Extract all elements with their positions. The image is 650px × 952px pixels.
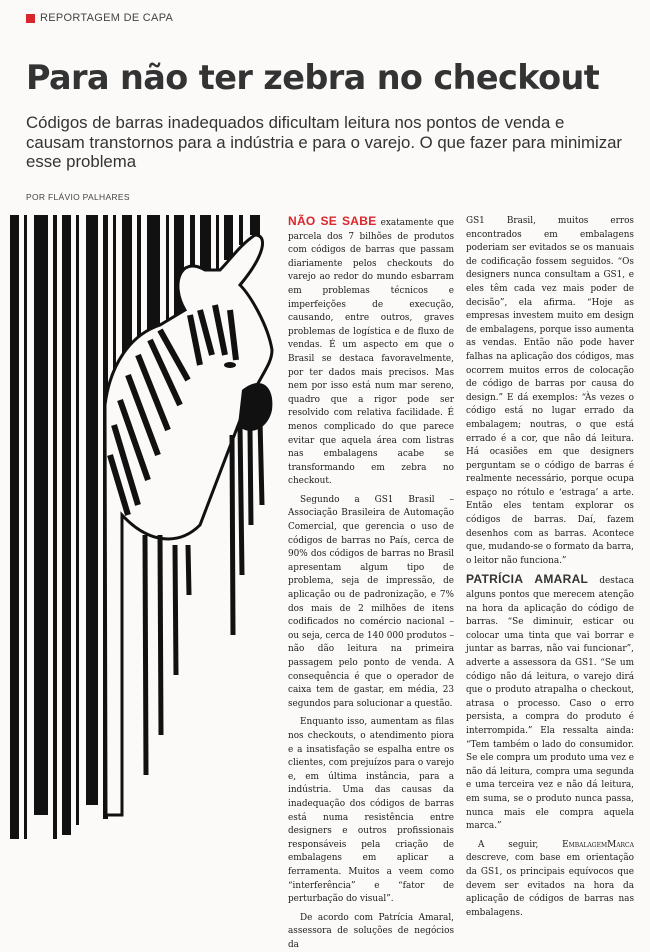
lead-in: NÃO SE SABE	[288, 214, 377, 228]
paragraph-text: exatamente que parcela dos 7 bilhões de produtos com códigos de barras que passam diariamente pelos checkouts do varejo ao redor do mundo esbarram em problemas técnicos e imperfeições de execução, causando, entre outros, graves problemas de logística e de fluxo de vendas. É um aspecto em que o Brasil se destaca favoravelmente, por ter dados mais precisos. Mas nem por isso está num mar sereno, quadro que a rigor pode ser resolvido com relativa facilidade. É menos complicado do que parece evitar que aquela área com listras nas embalagens acabe se transformando em zebra no checkout.	[288, 218, 455, 487]
paragraph	[288, 215, 454, 489]
paragraph-text: destaca alguns pontos que merecem atenção na hora da aplicação do código de barras. “Se diminuir, esticar ou colocar uma tinta que vai borrar e juntar as barras, não vai funcionar”, adverte a assessora da GS1. “Se um código não dá leitura, o varejo dirá que o produto atrapalha o checkout, atrasa o processo. Caso o erro persista, a compra do produto é interrompida.” Ela ressalta ainda: “Tem também o lado do consumidor. Se ele compra um produto uma vez e não dá leitura, compra uma segunda e uma terceira vez e não dá leitura, em suma, se o produto nunca passa, nunca mais ele compra aquela marca.”	[466, 576, 634, 832]
section-label: REPORTAGEM DE CAPA	[40, 12, 174, 24]
article-column-right	[466, 215, 634, 920]
lead-in: PATRÍCIA AMARAL	[466, 572, 589, 587]
section-tag	[26, 12, 173, 24]
brand-name: EmbalagemMarca	[562, 839, 634, 850]
article-title: Para não ter zebra no checkout	[26, 58, 600, 97]
article-column-middle	[288, 215, 454, 952]
paragraph: Enquanto isso, aumentam as filas nos checkouts, o atendimento piora e a insatisfação se espalha entre os clientes, com prejuízos para o varejo e, em última instância, para a indústria. Uma das causas da inadequação dos códigos de barras está numa resistência entre designers e outros profissionais responsáveis pela criação de embalagens em aplicar a ferramenta. Muitos a veem como “interferência” e “fator de perturbação do visual”.	[288, 717, 454, 905]
section-marker	[26, 14, 35, 23]
paragraph: De acordo com Patrícia Amaral, assessora de soluções de negócios da	[288, 912, 454, 950]
zebra-barcode-illustration	[10, 215, 285, 839]
paragraph	[466, 573, 634, 833]
paragraph: Segundo a GS1 Brasil – Associação Brasileira de Automação Comercial, que gerencia o uso de códigos de barras no País, cerca de 90% dos códigos de barras no Brasil apresentam algum tipo de problema, seja de impressão, de aplicação ou de padronização, e 7% dos mais de 2 milhões de itens codificados no comércio nacional – ou seja, cerca de 140 000 produtos – não dão leitura na primeira passagem pelo ponto de venda. A consequência é que o operador de caixa tem de gastar, em média, 23 segundos para solucionar a questão.	[288, 494, 454, 709]
article-byline: POR FLÁVIO PALHARES	[26, 192, 130, 202]
paragraph-text: descreve, com base em orientação da GS1, os principais equívocos que devem ser evitados na hora da aplicação de códigos de barras nas embalagens.	[466, 853, 634, 918]
paragraph-text: A seguir,	[478, 839, 563, 850]
article-deck: Códigos de barras inadequados dificultam leitura nos pontos de venda e causam transtornos para a indústria e para o varejo. O que fazer para minimizar esse problema	[26, 113, 623, 171]
paragraph	[466, 839, 634, 921]
paragraph: GS1 Brasil, muitos erros encontrados em embalagens poderiam ser evitados se os manuais de codificação fossem seguidos. “Os designers nunca consultam a GS1, e eles têm cada vez mais poder de decisão”, ela afirma. “Hoje as empresas investem muito em design de embalagens, porque isso aumenta as vendas. Então não pode haver falhas na aplicação dos códigos, mas ocorrem muitos erros de colocação de código de barras por causa do design.” E dá exemplos: “Às vezes o código está no lugar errado da embalagem; noutras, o que está errado é a cor, que não dá leitura. Há ocasiões em que designers perguntam se o código de barras é realmente necessário, porque ocupa espaço no rótulo e ‘estraga’ a arte. Então eles tentam explorar os códigos de barras. Daí, fazem desenhos com as barras. Acontece que, mudando-se o formato da barra, o leitor não funciona.”	[466, 216, 634, 566]
